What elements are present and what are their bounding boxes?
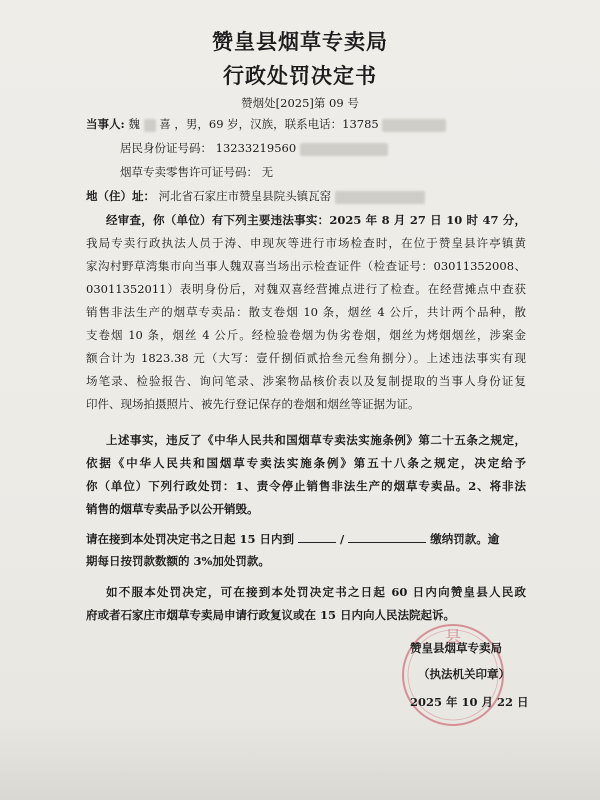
decision-line-text: 依据《中华人民共和国烟草专卖法实施条例》第五十八条之规定，决定给予 [86,456,526,470]
redaction-block [335,191,425,204]
facts-line: 额合计为 1823.38 元（大写：壹仟捌佰贰拾叁元叁角捌分）。上述违法事实有现 [86,351,526,365]
payment-prefix: 请在接到本处罚决定书之日起 15 日内到 [86,532,295,546]
facts-line: 03011352011）表明身份后，对魏双喜经营摊点进行了检查。在经营摊点中查获 [86,282,526,296]
party-line [86,116,446,132]
seal-text: 县 [444,627,462,646]
decision-line [86,478,526,494]
facts-line: 场笔录、检验报告、询问笔录、涉案物品核价表以及复制提取的当事人身份证复 [86,374,526,388]
address-label: 地（住）址： [86,189,155,203]
appeal-line [106,584,526,600]
appeal-line-text: 如不服本处罚决定，可在接到本处罚决定书之日起 60 日内向赞皇县人民政 [106,585,526,599]
address-line [86,188,425,204]
redaction-block [300,143,388,156]
decision-line [86,501,526,517]
facts-line: 我局专卖行政执法人员于涛、申现灰等进行市场检查时，在位于赞皇县许亭镇黄 [86,236,526,250]
decision-line-text: 你（单位）下列行政处罚：1、责令停止销售非法生产的烟草专卖品。2、将非法 [86,479,526,493]
id-value: 13233219560 [215,141,297,155]
address-value: 河北省石家庄市赞皇县院头镇瓦窑 [158,189,332,203]
id-label: 居民身份证号码： [120,141,212,155]
license-line [120,164,273,180]
facts-line: 印件、现场拍摄照片、被先行登记保存的卷烟和烟丝等证据为证。 [86,397,420,411]
party-name-suffix: 喜 [159,117,171,131]
decision-line-text: 销售的烟草专卖品予以公开销毁。 [86,502,259,516]
party-details: ，男，69 岁，汉族，联系电话：13785 [174,117,379,131]
facts-line [106,212,526,228]
facts-line: 家沟村野草湾集市向当事人魏双喜当场出示检查证件（检查证号：03011352008、 [86,259,526,273]
decision-line [106,432,526,448]
party-name-prefix: 魏 [128,117,140,131]
document-number: 赞烟处[2025]第 09 号 [241,96,359,110]
id-line [120,140,388,156]
redaction-block [144,119,156,132]
seal-note: （执法机关印章） [418,667,510,681]
facts-line-text: 经审查，你（单位）有下列主要违法事实：2025 年 8 月 27 日 10 时 47 分， [106,213,526,227]
party-label: 当事人: [86,117,125,131]
signature-agency: 赞皇县烟草专卖局 [410,641,502,655]
license-label: 烟草专卖零售许可证号码： [120,165,258,179]
payment-slash: / [340,532,345,546]
payment-line [86,530,499,547]
payment-suffix: 缴纳罚款。逾 [430,532,500,546]
appeal-line: 府或者石家庄市烟草专卖局申请行政复议或在 15 日内向人民法院起诉。 [86,608,456,622]
facts-line: 销售非法生产的烟草专卖品：散支卷烟 10 条，烟丝 4 公斤，共计两个品种，散 [86,305,526,319]
decision-line [86,455,526,471]
license-value: 无 [261,165,274,179]
redaction-block [382,119,446,132]
signature-date: 2025 年 10 月 22 日 [410,695,529,709]
facts-line: 支卷烟 10 条，烟丝 4 公斤。经检验卷烟为伪劣卷烟，烟丝为烤烟烟丝，涉案金 [86,328,526,342]
payment-line: 期每日按罚款数额的 3%加处罚款。 [86,554,270,568]
agency-title: 赞皇县烟草专卖局 [212,29,388,54]
payment-blank [348,530,426,543]
payment-blank [298,530,336,543]
decision-line-text: 上述事实，违反了《中华人民共和国烟草专卖法实施条例》第二十五条之规定， [106,433,526,447]
document-title: 行政处罚决定书 [223,63,377,88]
